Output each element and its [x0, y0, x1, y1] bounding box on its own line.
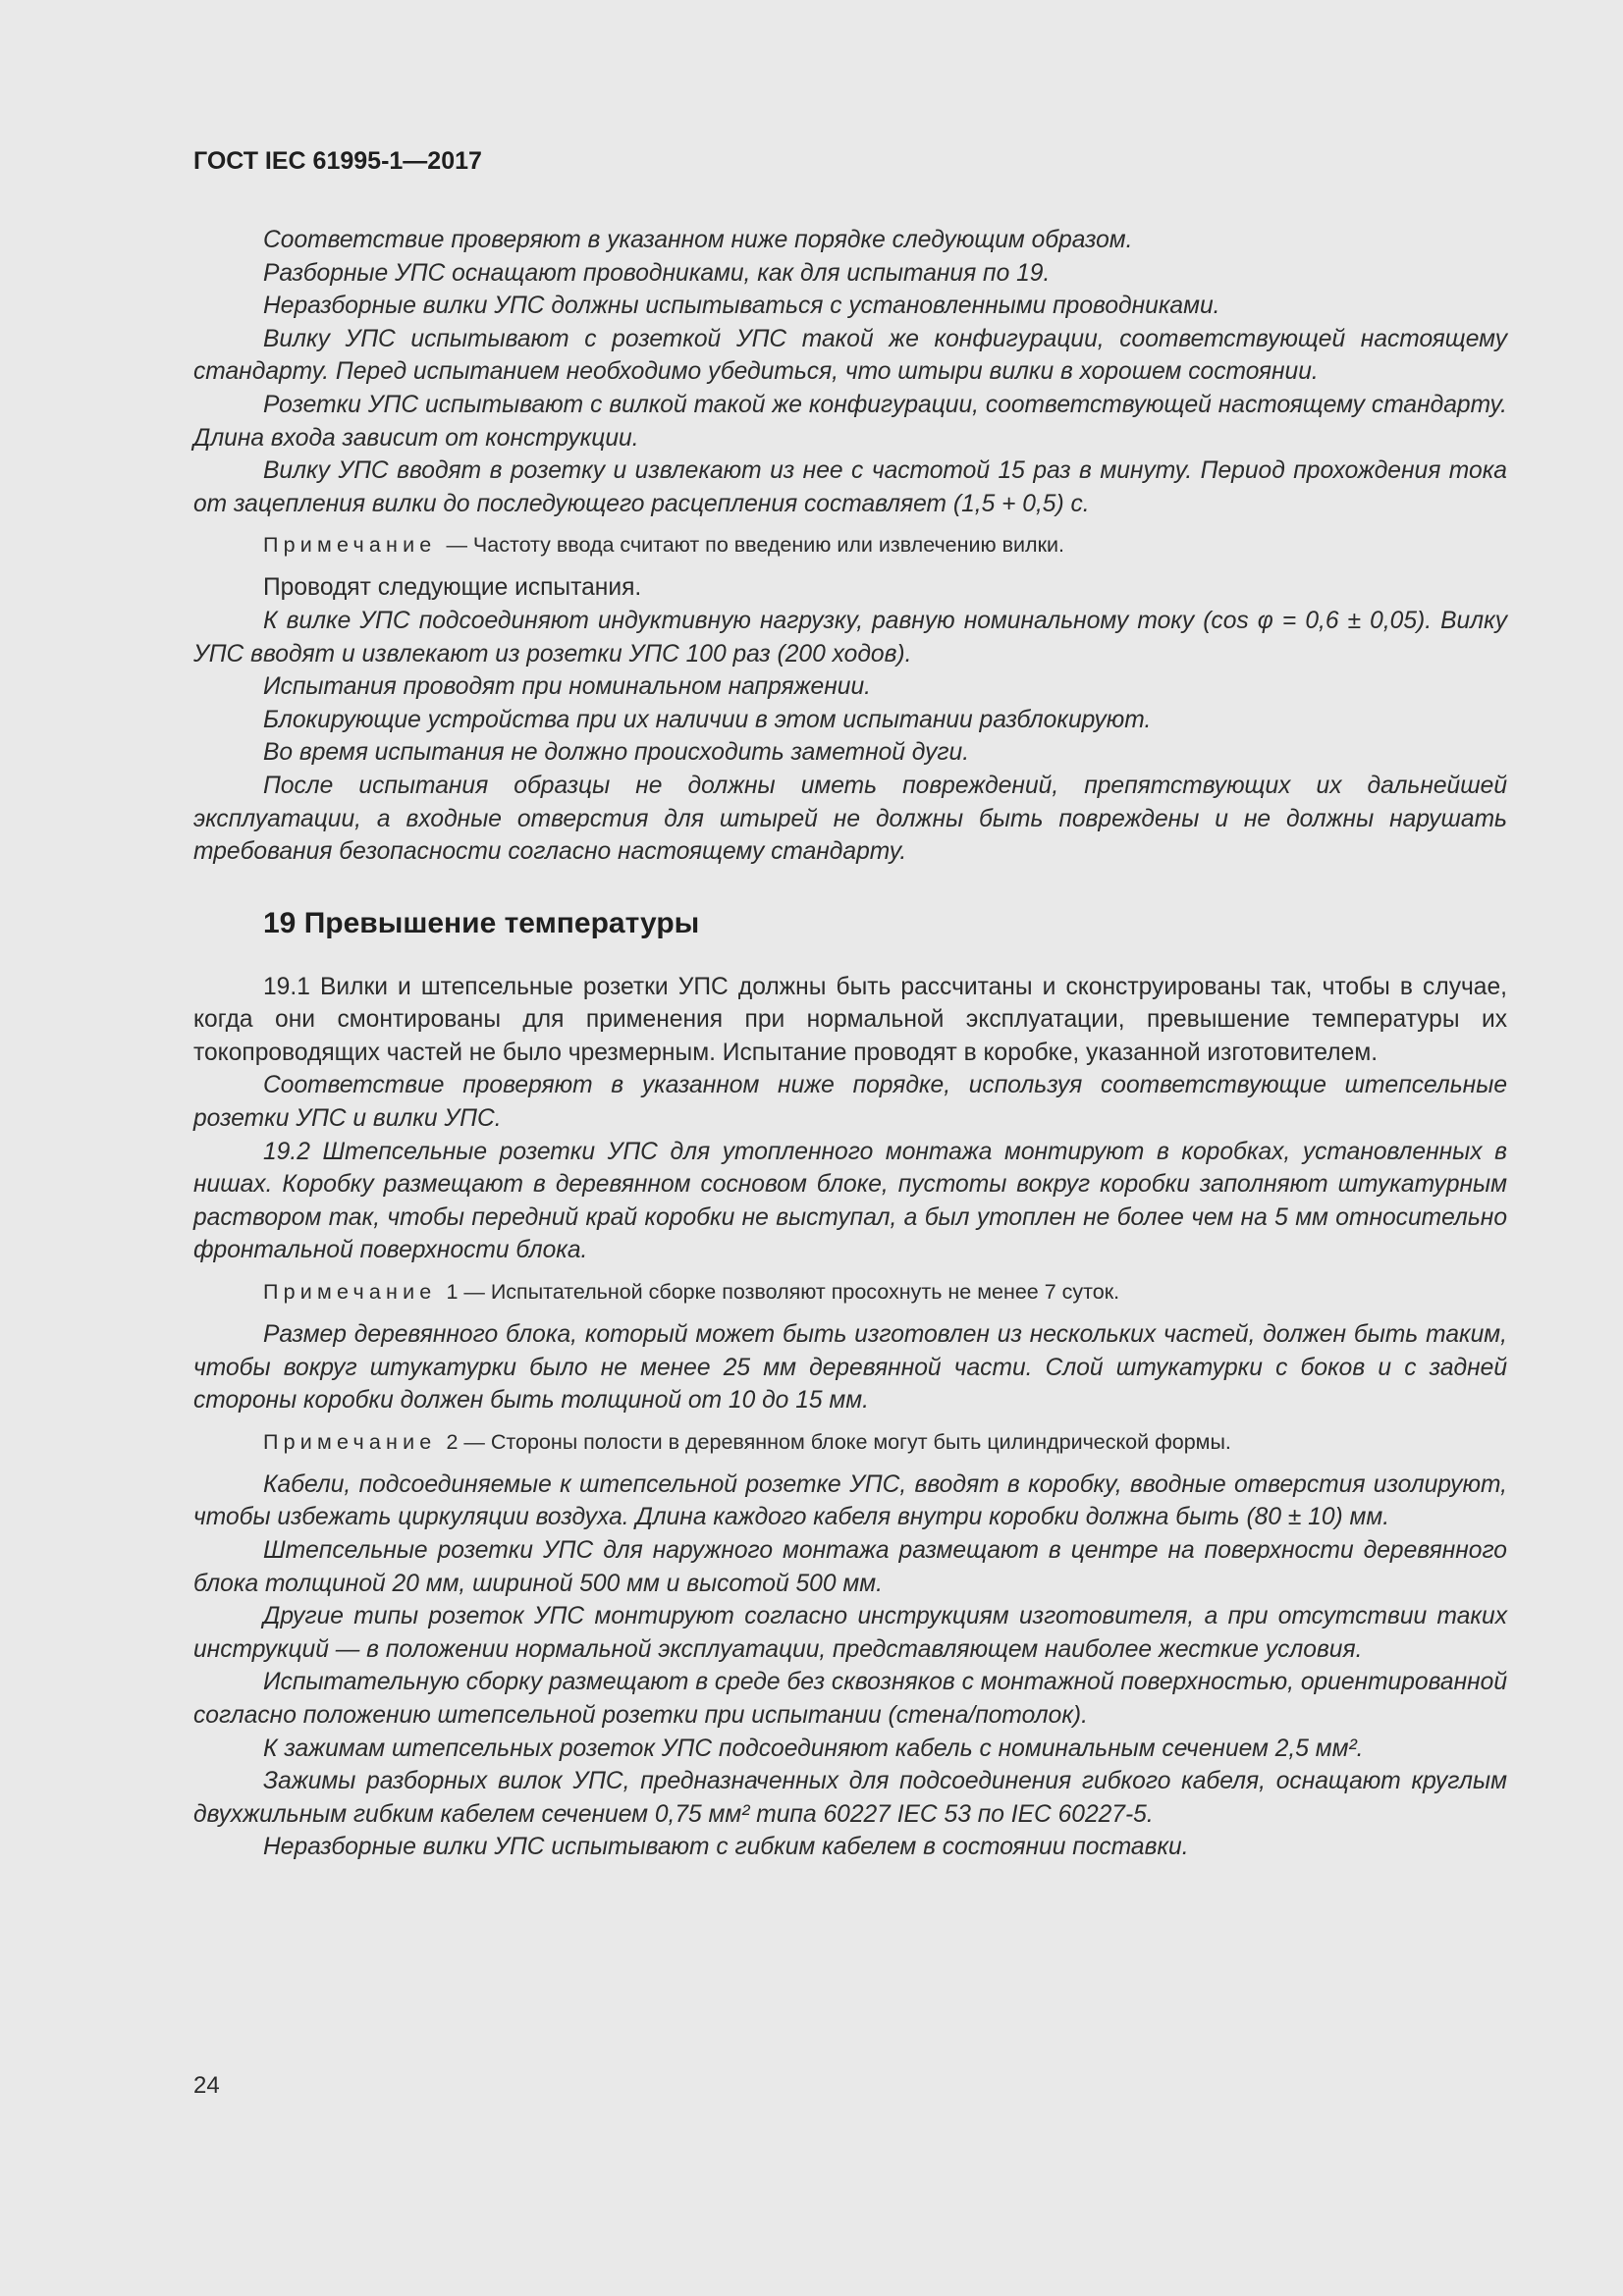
paragraph: Блокирующие устройства при их наличии в этом испытании разблокируют. [263, 706, 1152, 733]
note-label: Примечание [263, 1429, 437, 1454]
paragraph: Разборные УПС оснащают проводниками, как для испытания по 19. [263, 259, 1051, 287]
note [193, 530, 1507, 560]
paragraph: Размер деревянного блока, который может быть изготовлен из нескольких частей, должен быть таким, чтобы вокруг штукатурки было не менее 25 мм деревянной части. Слой штукатурки с боков и с задней стороны коробки должен быть толщиной от 10 до 15 мм. [193, 1321, 1507, 1415]
paragraph: К вилке УПС подсоединяют индуктивную нагрузку, равную номинальному току (cos φ = 0,6 ± 0,05). Вилку УПС вводят и извлекают из розетки УПС 100 раз (200 ходов). [193, 607, 1507, 667]
note-text: 2 — Стороны полости в деревянном блоке могут быть цилиндрической формы. [446, 1429, 1231, 1454]
paragraph: Неразборные вилки УПС испытывают с гибким кабелем в состоянии поставки. [263, 1834, 1189, 1861]
paragraph: Кабели, подсоединяемые к штепсельной розетке УПС, вводят в коробку, вводные отверстия изолируют, чтобы избежать циркуляции воздуха. Длина каждого кабеля внутри коробки должна быть (80 ± 10) мм. [193, 1470, 1507, 1531]
paragraph: Вилку УПС испытывают с розеткой УПС такой же конфигурации, соответствующей настоящему стандарту. Перед испытанием необходимо убедиться, что штыри вилки в хорошем состоянии. [193, 325, 1507, 386]
paragraph: Испытательную сборку размещают в среде без сквозняков с монтажной поверхностью, ориентированной согласно положению штепсельной розетки при испытании (стена/потолок). [193, 1669, 1507, 1729]
note [193, 1427, 1507, 1457]
paragraph: Соответствие проверяют в указанном ниже порядке, используя соответствующие штепсельные розетки УПС и вилки УПС. [193, 1072, 1507, 1133]
paragraph: Во время испытания не должно происходить заметной дуги. [263, 739, 970, 767]
section-heading: 19 Превышение температуры [263, 906, 700, 939]
paragraph: 19.1 Вилки и штепсельные розетки УПС должны быть рассчитаны и сконструированы так, чтобы в случае, когда они смонтированы для применения при нормальной эксплуатации, превышение температуры их токопроводящих частей не было чрезмерным. Испытание проводят в коробке, указанной изготовителем. [193, 973, 1507, 1066]
paragraph: К зажимам штепсельных розеток УПС подсоединяют кабель с номинальным сечением 2,5 мм². [263, 1735, 1364, 1762]
note-label: Примечание [263, 533, 437, 558]
paragraph: Проводят следующие испытания. [263, 574, 642, 602]
paragraph: Штепсельные розетки УПС для наружного монтажа размещают в центре на поверхности деревянного блока толщиной 20 мм, шириной 500 мм и высотой 500 мм. [193, 1537, 1507, 1597]
note-text: — Частоту ввода считают по введению или извлечению вилки. [446, 533, 1064, 558]
paragraph: 19.2 Штепсельные розетки УПС для утопленного монтажа монтируют в коробках, установленных в нишах. Коробку размещают в деревянном сосновом блоке, пустоты вокруг коробки заполняют штукатурным раствором так, чтобы передний край коробки не выступал, а был утоплен не более чем на 5 мм относительно фронтальной поверхности блока. [193, 1138, 1507, 1264]
paragraph: Розетки УПС испытывают с вилкой такой же конфигурации, соответствующей настоящему стандарту. Длина входа зависит от конструкции. [193, 391, 1507, 452]
paragraph: Другие типы розеток УПС монтируют согласно инструкциям изготовителя, а при отсутствии таких инструкций — в положении нормальной эксплуатации, представляющем наиболее жесткие условия. [193, 1603, 1507, 1663]
page-number: 24 [193, 2072, 220, 2099]
paragraph: Неразборные вилки УПС должны испытываться с установленными проводниками. [263, 293, 1220, 320]
note-label: Примечание [263, 1280, 437, 1305]
paragraph: Зажимы разборных вилок УПС, предназначенных для подсоединения гибкого кабеля, оснащают круглым двухжильным гибким кабелем сечением 0,75 мм² типа 60227 IEC 53 по IEC 60227-5. [193, 1768, 1507, 1828]
note [193, 1277, 1507, 1307]
paragraph: После испытания образцы не должны иметь повреждений, препятствующих их дальнейшей эксплуатации, а входные отверстия для штырей не должны быть повреждены и не должны нарушать требования безопасности согласно настоящему стандарту. [193, 772, 1507, 866]
paragraph: Соответствие проверяют в указанном ниже порядке следующим образом. [263, 227, 1133, 253]
paragraph: Испытания проводят при номинальном напряжении. [263, 673, 871, 701]
document-header: ГОСТ IEC 61995-1—2017 [193, 147, 482, 175]
note-text: 1 — Испытательной сборке позволяют просохнуть не менее 7 суток. [446, 1280, 1120, 1305]
document-body [193, 224, 1507, 1864]
paragraph: Вилку УПС вводят в розетку и извлекают из нее с частотой 15 раз в минуту. Период прохождения тока от зацепления вилки до последующего расцепления составляет (1,5 + 0,5) с. [193, 457, 1507, 517]
